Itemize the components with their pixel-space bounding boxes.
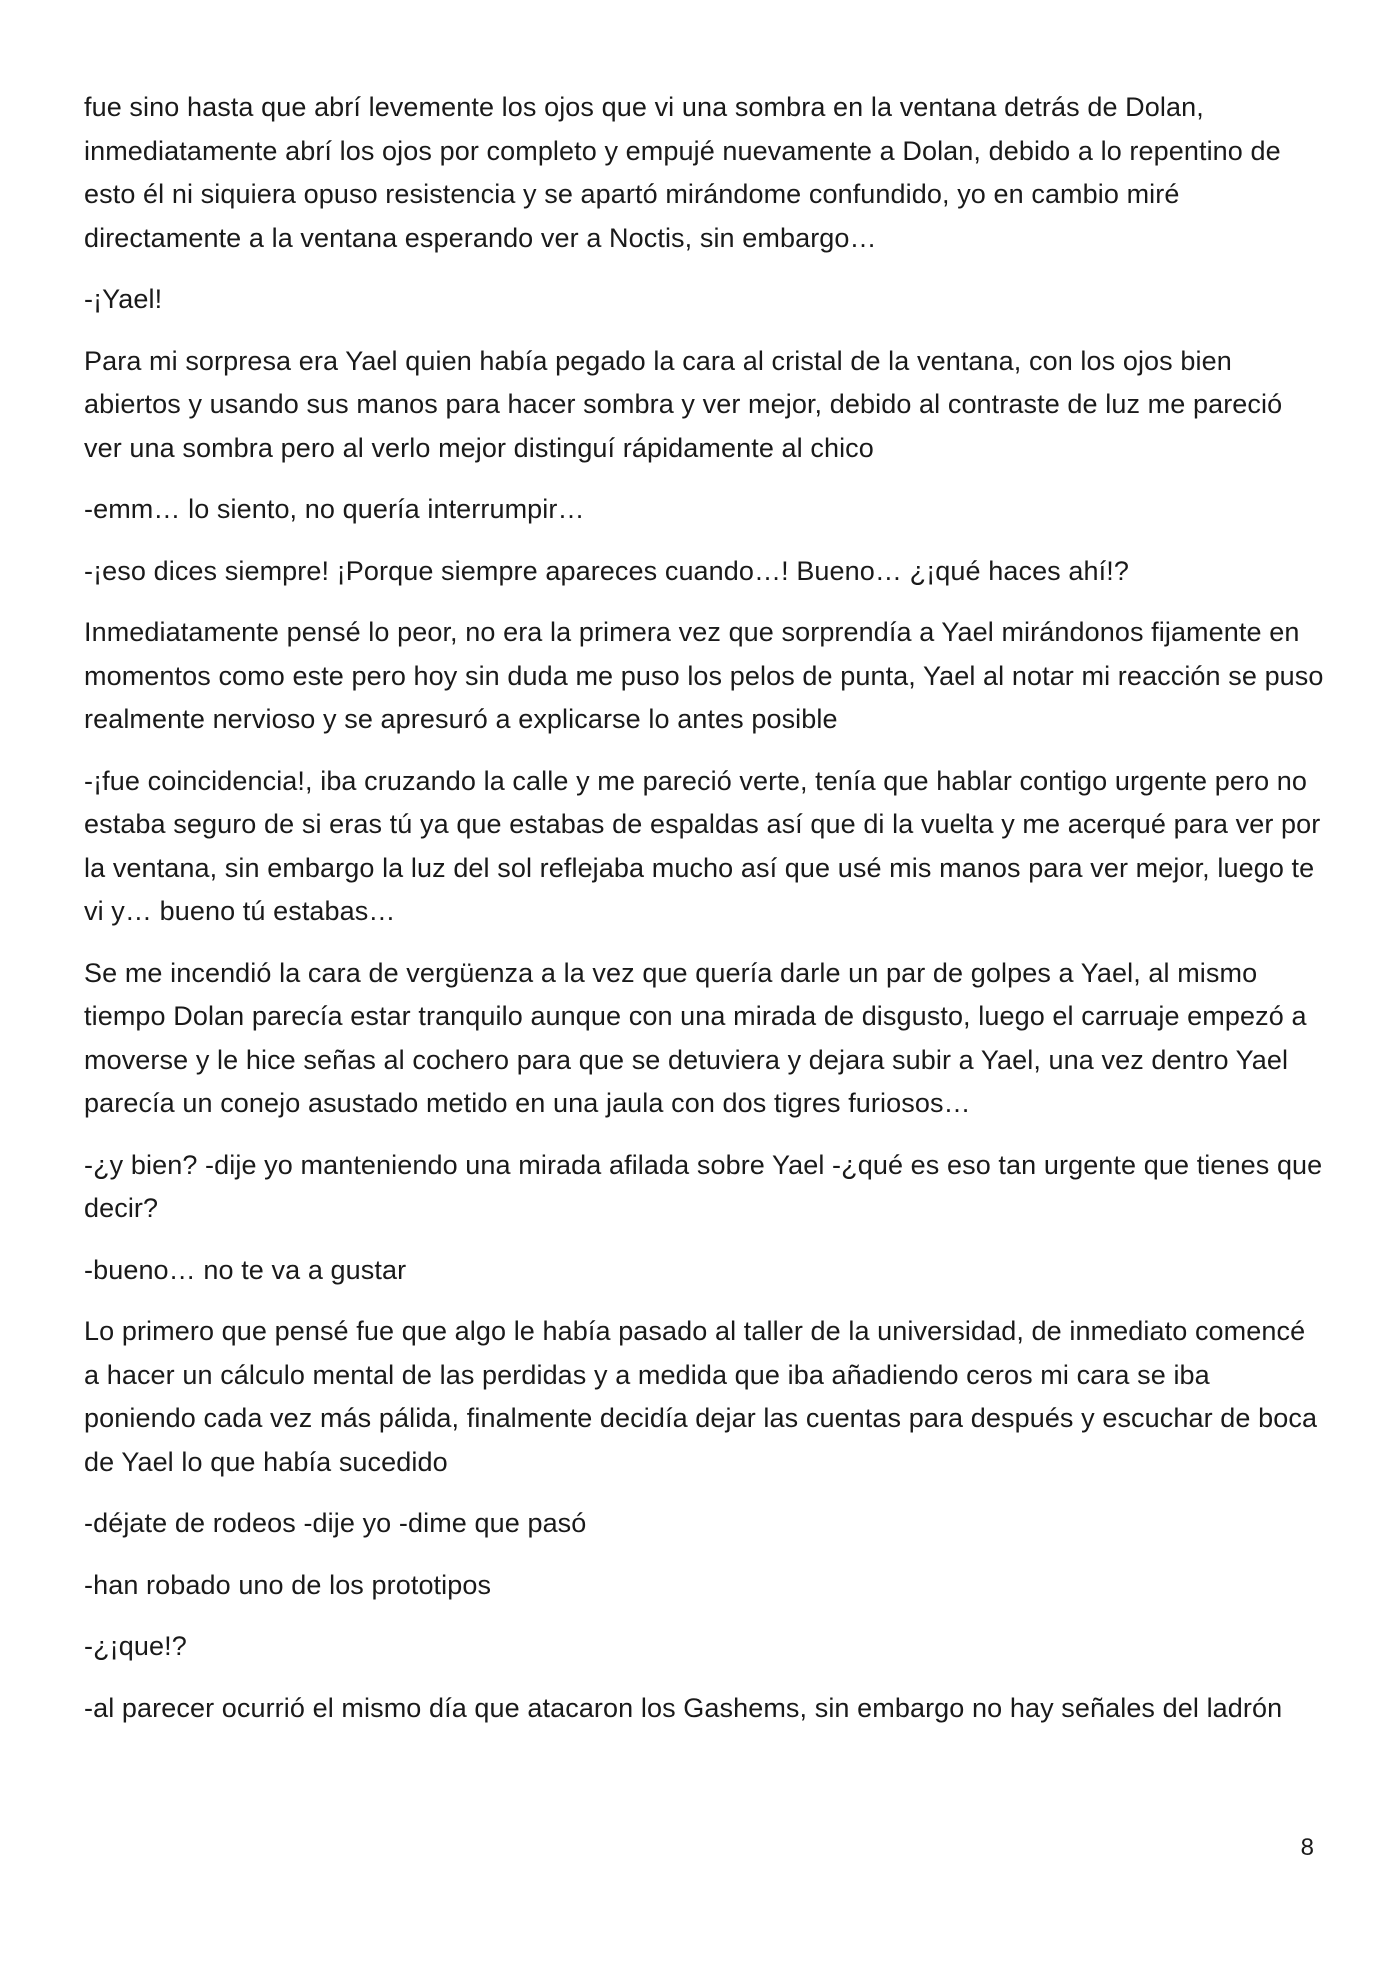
paragraph: -¡Yael! <box>84 284 163 314</box>
paragraph: -¡fue coincidencia!, iba cruzando la calle y me pareció verte, tenía que hablar contigo urgente pero no estaba seguro de si eras tú ya que estabas de espaldas así que di la vuelta y me acerqué para ver por la ventana, sin embargo la luz del sol reflejaba mucho así que usé mis manos para ver mejor, luego te vi y… bueno tú estabas… <box>84 765 1321 926</box>
paragraph: Para mi sorpresa era Yael quien había pegado la cara al cristal de la ventana, con los ojos bien abiertos y usando sus manos para hacer sombra y ver mejor, debido al contraste de luz me pareció ver una sombra pero al verlo mejor distinguí rápidamente al chico <box>84 345 1283 463</box>
paragraph: -han robado uno de los prototipos <box>84 1569 492 1600</box>
paragraph: fue sino hasta que abrí levemente los ojos que vi una sombra en la ventana detrás de Dolan, inmediatamente abrí los ojos por completo y empujé nuevamente a Dolan, debido a lo repentino de esto él ni siquiera opuso resistencia y se apartó mirándome confundido, yo en cambio miré directamente a la ventana esperando ver a Noctis, sin embargo… <box>84 92 1281 253</box>
paragraph: -emm… lo siento, no quería interrumpir… <box>84 494 585 524</box>
paragraph: Se me incendió la cara de vergüenza a la vez que quería darle un par de golpes a Yael, al mismo tiempo Dolan parecía estar tranquilo aunque con una mirada de disgusto, luego el carruaje empezó a moverse y le hice señas al cochero para que se detuviera y dejara subir a Yael, una vez dentro Yael parecía un conejo asustado metido en una jaula con dos tigres furiosos… <box>84 957 1307 1118</box>
paragraph: -bueno… no te va a gustar <box>84 1254 407 1285</box>
paragraph: -déjate de rodeos -dije yo -dime que pasó <box>84 1508 587 1538</box>
paragraph: -al parecer ocurrió el mismo día que atacaron los Gashems, sin embargo no hay señales del ladrón <box>84 1692 1283 1723</box>
paragraph: Lo primero que pensé fue que algo le había pasado al taller de la universidad, de inmediato comencé a hacer un cálculo mental de las perdidas y a medida que iba añadiendo ceros mi cara se iba poniendo cada vez más pálida, finalmente decidía dejar las cuentas para después y escuchar de boca de Yael lo que había sucedido <box>84 1316 1318 1477</box>
paragraph: -¿¡que!? <box>84 1631 187 1661</box>
paragraph: -¿y bien? -dije yo manteniendo una mirada afilada sobre Yael -¿qué es eso tan urgente que tienes que decir? <box>84 1149 1323 1223</box>
paragraph: Inmediatamente pensé lo peor, no era la primera vez que sorprendía a Yael mirándonos fijamente en momentos como este pero hoy sin duda me puso los pelos de punta, Yael al notar mi reacción se puso realmente nervioso y se apresuró a explicarse lo antes posible <box>84 617 1324 734</box>
page-number: 8 <box>1300 1834 1314 1861</box>
paragraph: -¡eso dices siempre! ¡Porque siempre apareces cuando…! Bueno… ¿¡qué haces ahí!? <box>84 555 1129 586</box>
document-body <box>84 86 1324 1748</box>
